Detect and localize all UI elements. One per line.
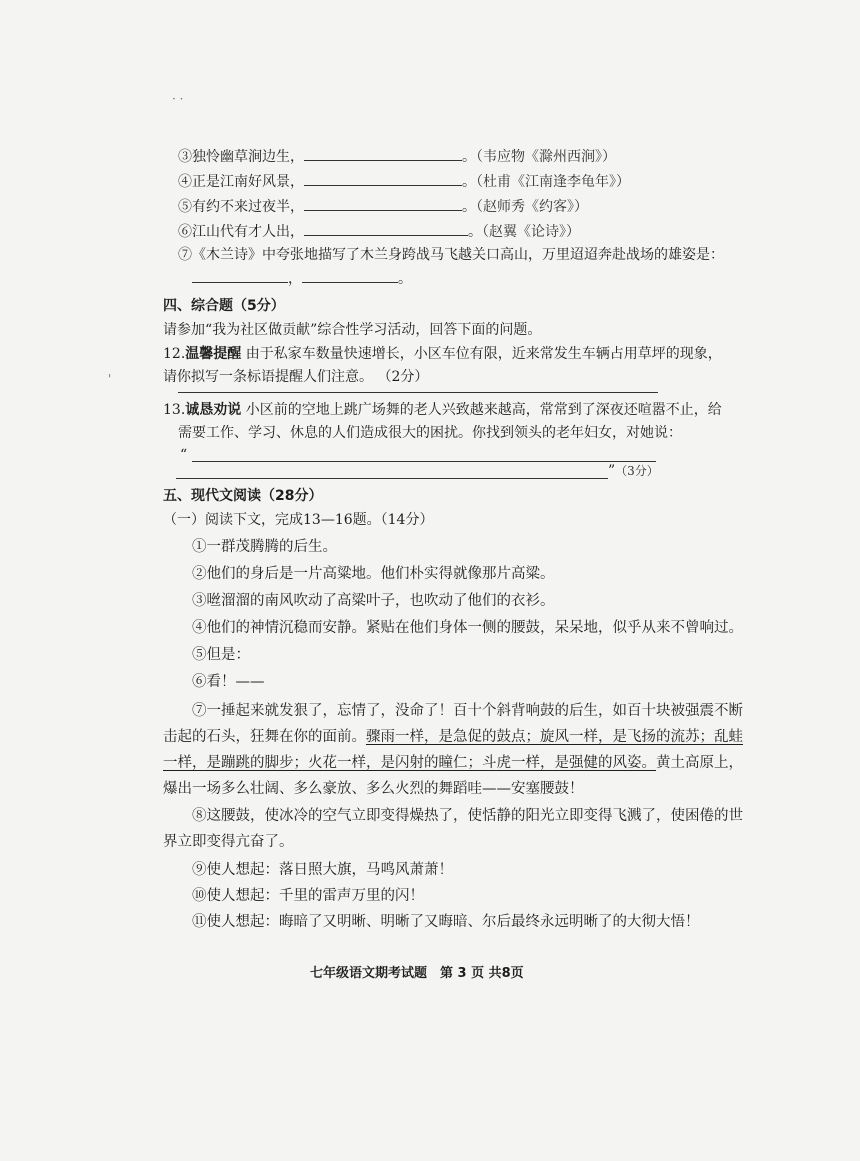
poem-line-7: ⑦《木兰诗》中夸张地描写了木兰身跨战马飞越关口高山，万里迢迢奔赴战场的雄姿是：	[178, 247, 724, 263]
poem-source: （赵翼《论诗》）	[482, 224, 580, 240]
section-5-heading: 五、现代文阅读（28分）	[163, 488, 323, 504]
poem-line-5: ⑤有约不来过夜半， 。（赵师秀《约客》）	[178, 196, 588, 217]
answer-blank[interactable]	[302, 268, 398, 283]
poem-line-7-answers: ， 。	[192, 268, 412, 289]
underlined-sentence: 骤雨一样，是急促的鼓点；旋风一样，是飞扬的流苏；乱蛙	[366, 729, 743, 745]
paragraph-7-line4: 爆出一场多么壮阔、多么豪放、多么火烈的舞蹈哇——安塞腰鼓！	[163, 781, 584, 797]
answer-blank[interactable]	[304, 196, 462, 211]
paragraph-8-line2: 界立即变得亢奋了。	[163, 834, 294, 850]
paragraph-7-line2: 击起的石头，狂舞在你的面前。骤雨一样，是急促的鼓点；旋风一样，是飞扬的流苏；乱蛙	[163, 729, 743, 745]
poem-source: （韦应物《滁州西涧》）	[476, 149, 616, 165]
paragraph-7-line1: ⑦一捶起来就发狠了，忘情了，没命了！百十个斜背响鼓的后生，如百十块被强震不断	[192, 703, 743, 719]
poem-source: （赵师秀《约客》）	[476, 199, 588, 215]
paragraph-6: ⑥看！——	[192, 674, 265, 690]
paragraph-1: ①一群茂腾腾的后生。	[192, 539, 337, 555]
page-number: 第 3 页 共8页	[440, 966, 524, 981]
paragraph-3: ③咝溜溜的南风吹动了高粱叶子，也吹动了他们的衣衫。	[192, 593, 555, 609]
section-4-heading: 四、综合题（5分）	[163, 298, 285, 314]
poem-line-4: ④正是江南好风景， 。（杜甫《江南逢李龟年》）	[178, 171, 630, 192]
paragraph-2: ②他们的身后是一片高粱地。他们朴实得就像那片高粱。	[192, 566, 555, 582]
underlined-sentence: 一样，是蹦跳的脚步；火花一样，是闪射的瞳仁；斗虎一样，是强健的风姿。	[163, 755, 656, 771]
question-12-label: 温馨提醒	[185, 346, 242, 362]
question-12: 12.温馨提醒 由于私家车数量快速增长，小区车位有限，近来常发生车辆占用草坪的现象，	[163, 346, 722, 362]
section-5-part-1: （一）阅读下文，完成13—16题。（14分）	[163, 512, 434, 528]
answer-line-13a[interactable]	[192, 461, 656, 462]
paragraph-11: ⑪使人想起：晦暗了又明晰、明晰了又晦暗、尔后最终永远明晰了的大彻大悟！	[192, 914, 700, 930]
answer-blank[interactable]	[304, 146, 462, 161]
scan-speck: '	[108, 372, 112, 386]
answer-blank[interactable]	[304, 171, 462, 186]
poem-source: （杜甫《江南逢李龟年》）	[476, 174, 630, 190]
poem-line-3: ③独怜幽草涧边生， 。（韦应物《滁州西涧》）	[178, 146, 616, 167]
paragraph-5: ⑤但是：	[192, 647, 250, 663]
answer-blank[interactable]	[304, 221, 468, 236]
question-13: 13.诚恳劝说 小区前的空地上跳广场舞的老人兴致越来越高，常常到了深夜还喧嚣不止，给	[163, 402, 722, 418]
footer-title: 七年级语文期考试题	[310, 966, 428, 981]
open-quote: “	[180, 447, 188, 463]
question-13-line2: 需要工作、学习、休息的人们造成很大的困扰。你找到领头的老年妇女，对她说：	[178, 425, 682, 441]
answer-blank[interactable]	[192, 268, 288, 283]
question-12-line2: 请你拟写一条标语提醒人们注意。 （2分）	[163, 369, 429, 385]
paragraph-8-line1: ⑧这腰鼓，使冰冷的空气立即变得燥热了，使恬静的阳光立即变得飞溅了，使困倦的世	[192, 808, 743, 824]
paragraph-10: ⑩使人想起：千里的雷声万里的闪！	[192, 888, 424, 904]
section-4-intro: 请参加“我为社区做贡献”综合性学习活动，回答下面的问题。	[163, 322, 542, 338]
poem-line-6: ⑥江山代有才人出， 。（赵翼《论诗》）	[178, 221, 580, 242]
answer-line-13b[interactable]	[176, 478, 608, 479]
paragraph-7-line3: 一样，是蹦跳的脚步；火花一样，是闪射的瞳仁；斗虎一样，是强健的风姿。黄土高原上，	[163, 755, 743, 771]
question-13-end: ”（3分）	[608, 463, 659, 479]
paragraph-9: ⑨使人想起：落日照大旗，马鸣风萧萧！	[192, 862, 453, 878]
paragraph-4: ④他们的神情沉稳而安静。紧贴在他们身体一侧的腰鼓，呆呆地，似乎从来不曾响过。	[192, 620, 743, 636]
scan-speck: · ·	[172, 92, 184, 106]
question-13-label: 诚恳劝说	[185, 402, 242, 418]
answer-line-12[interactable]	[178, 392, 658, 393]
